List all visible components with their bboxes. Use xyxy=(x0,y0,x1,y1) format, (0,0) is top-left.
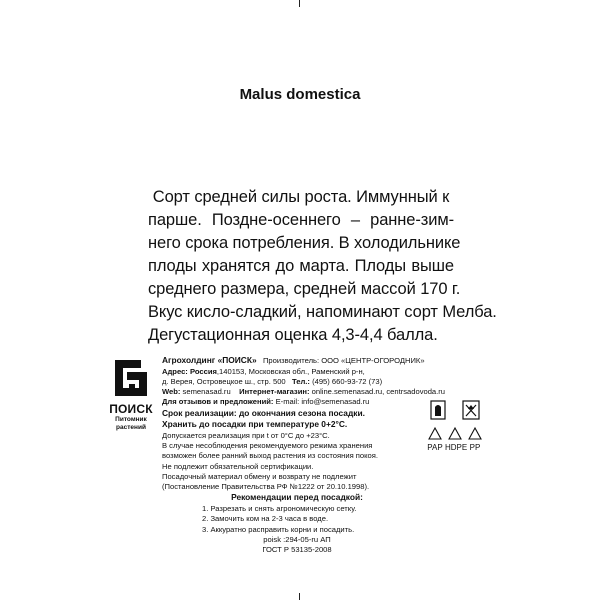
shop-links[interactable]: online.semenasad.ru, centrsadovoda.ru xyxy=(311,387,446,397)
certification-note: Не подлежит обязательной сертификации. xyxy=(162,461,314,471)
feedback-row xyxy=(162,397,432,407)
product-code: poisk :294-05-ru АП xyxy=(263,534,331,544)
package-symbols xyxy=(425,399,485,451)
recycle-icons xyxy=(425,425,485,443)
logo-brand: ПОИСК xyxy=(109,402,153,416)
address-label: Адрес: xyxy=(162,366,188,376)
pap-label: PAP xyxy=(427,443,443,452)
variety-description xyxy=(148,186,497,347)
address-row xyxy=(162,367,432,377)
return-note-2: (Постановление Правительства РФ №1222 от 20.10.1998). xyxy=(162,482,370,492)
poisk-logo xyxy=(107,356,155,431)
shelf-life: Срок реализации: до окончания сезона посадки. xyxy=(162,407,365,418)
description-line: Сорт средней силы роста. Иммунный к xyxy=(152,188,450,206)
description-line: Дегустационная оценка 4,3-4,4 балла. xyxy=(148,326,438,344)
company-name: Агрохолдинг «ПОИСК» xyxy=(162,355,257,365)
email[interactable]: E-mail: info@semenasad.ru xyxy=(275,397,370,407)
recommendation-step: 3. Аккуратно расправить корни и посадить. xyxy=(202,524,355,534)
description-line: плоды хранятся до марта. Плоды выше xyxy=(148,257,454,275)
storage-temp: Хранить до посадки при температуре 0+2°С. xyxy=(162,419,348,430)
recommendations-title: Рекомендации перед посадкой: xyxy=(231,492,363,503)
recommendation-step: 1. Разрезать и снять агрономическую сетку. xyxy=(202,503,357,513)
description-line: парше. Поздне-осеннего – ранне-зим- xyxy=(148,211,454,229)
gost-code: ГОСТ Р 53135-2008 xyxy=(262,545,332,555)
logo-sub-1: Питомник xyxy=(115,416,147,423)
logo-sub-2: растений xyxy=(116,423,146,431)
handling-icons xyxy=(425,399,485,421)
poisk-logo-icon xyxy=(109,356,153,400)
storage-note-2: возможен более ранний выход растения из состояния покоя. xyxy=(162,451,378,461)
web-row xyxy=(162,387,446,397)
web-link[interactable]: semenasad.ru xyxy=(182,387,231,397)
company-row xyxy=(162,355,432,367)
description-line: него срока потребления. В холодильнике xyxy=(148,234,461,252)
hdpe-label: HDPE xyxy=(445,443,468,452)
feedback-label: Для отзывов и предложений: xyxy=(162,397,274,407)
return-note-1: Посадочный материал обмену и возврату не подлежит xyxy=(162,471,357,481)
pp-label: PP xyxy=(469,443,481,452)
species-title: Malus domestica xyxy=(239,86,361,103)
address-line-1: ,140153, Московская обл., Раменский р-н, xyxy=(216,366,365,376)
recommendation-step: 2. Замочить ком на 2-3 часа в воде. xyxy=(202,514,329,524)
address-line-2: д. Верея, Островецкое ш., стр. 500 xyxy=(162,376,286,386)
web-label: Web: xyxy=(162,387,181,397)
crop-mark-bottom xyxy=(299,593,300,600)
shop-label: Интернет-магазин: xyxy=(239,387,310,397)
storage-note-1: В случае несоблюдения рекомендуемого режима хранения xyxy=(162,440,373,450)
address-row-2 xyxy=(162,377,432,387)
tel-value: (495) 660-93-72 (73) xyxy=(312,376,383,386)
description-line: Вкус кисло-сладкий, напоминают сорт Мелба. xyxy=(148,303,497,321)
tel-label: Тел.: xyxy=(291,376,310,386)
description-line: среднего размера, средней массой 170 г. xyxy=(148,280,461,298)
sale-temp: Допускается реализация при t от 0°С до +23°С. xyxy=(162,430,330,440)
producer: Производитель: ООО «ЦЕНТР-ОГОРОДНИК» xyxy=(262,356,425,365)
address-country: Россия xyxy=(189,366,217,376)
crop-mark-top xyxy=(299,0,300,7)
